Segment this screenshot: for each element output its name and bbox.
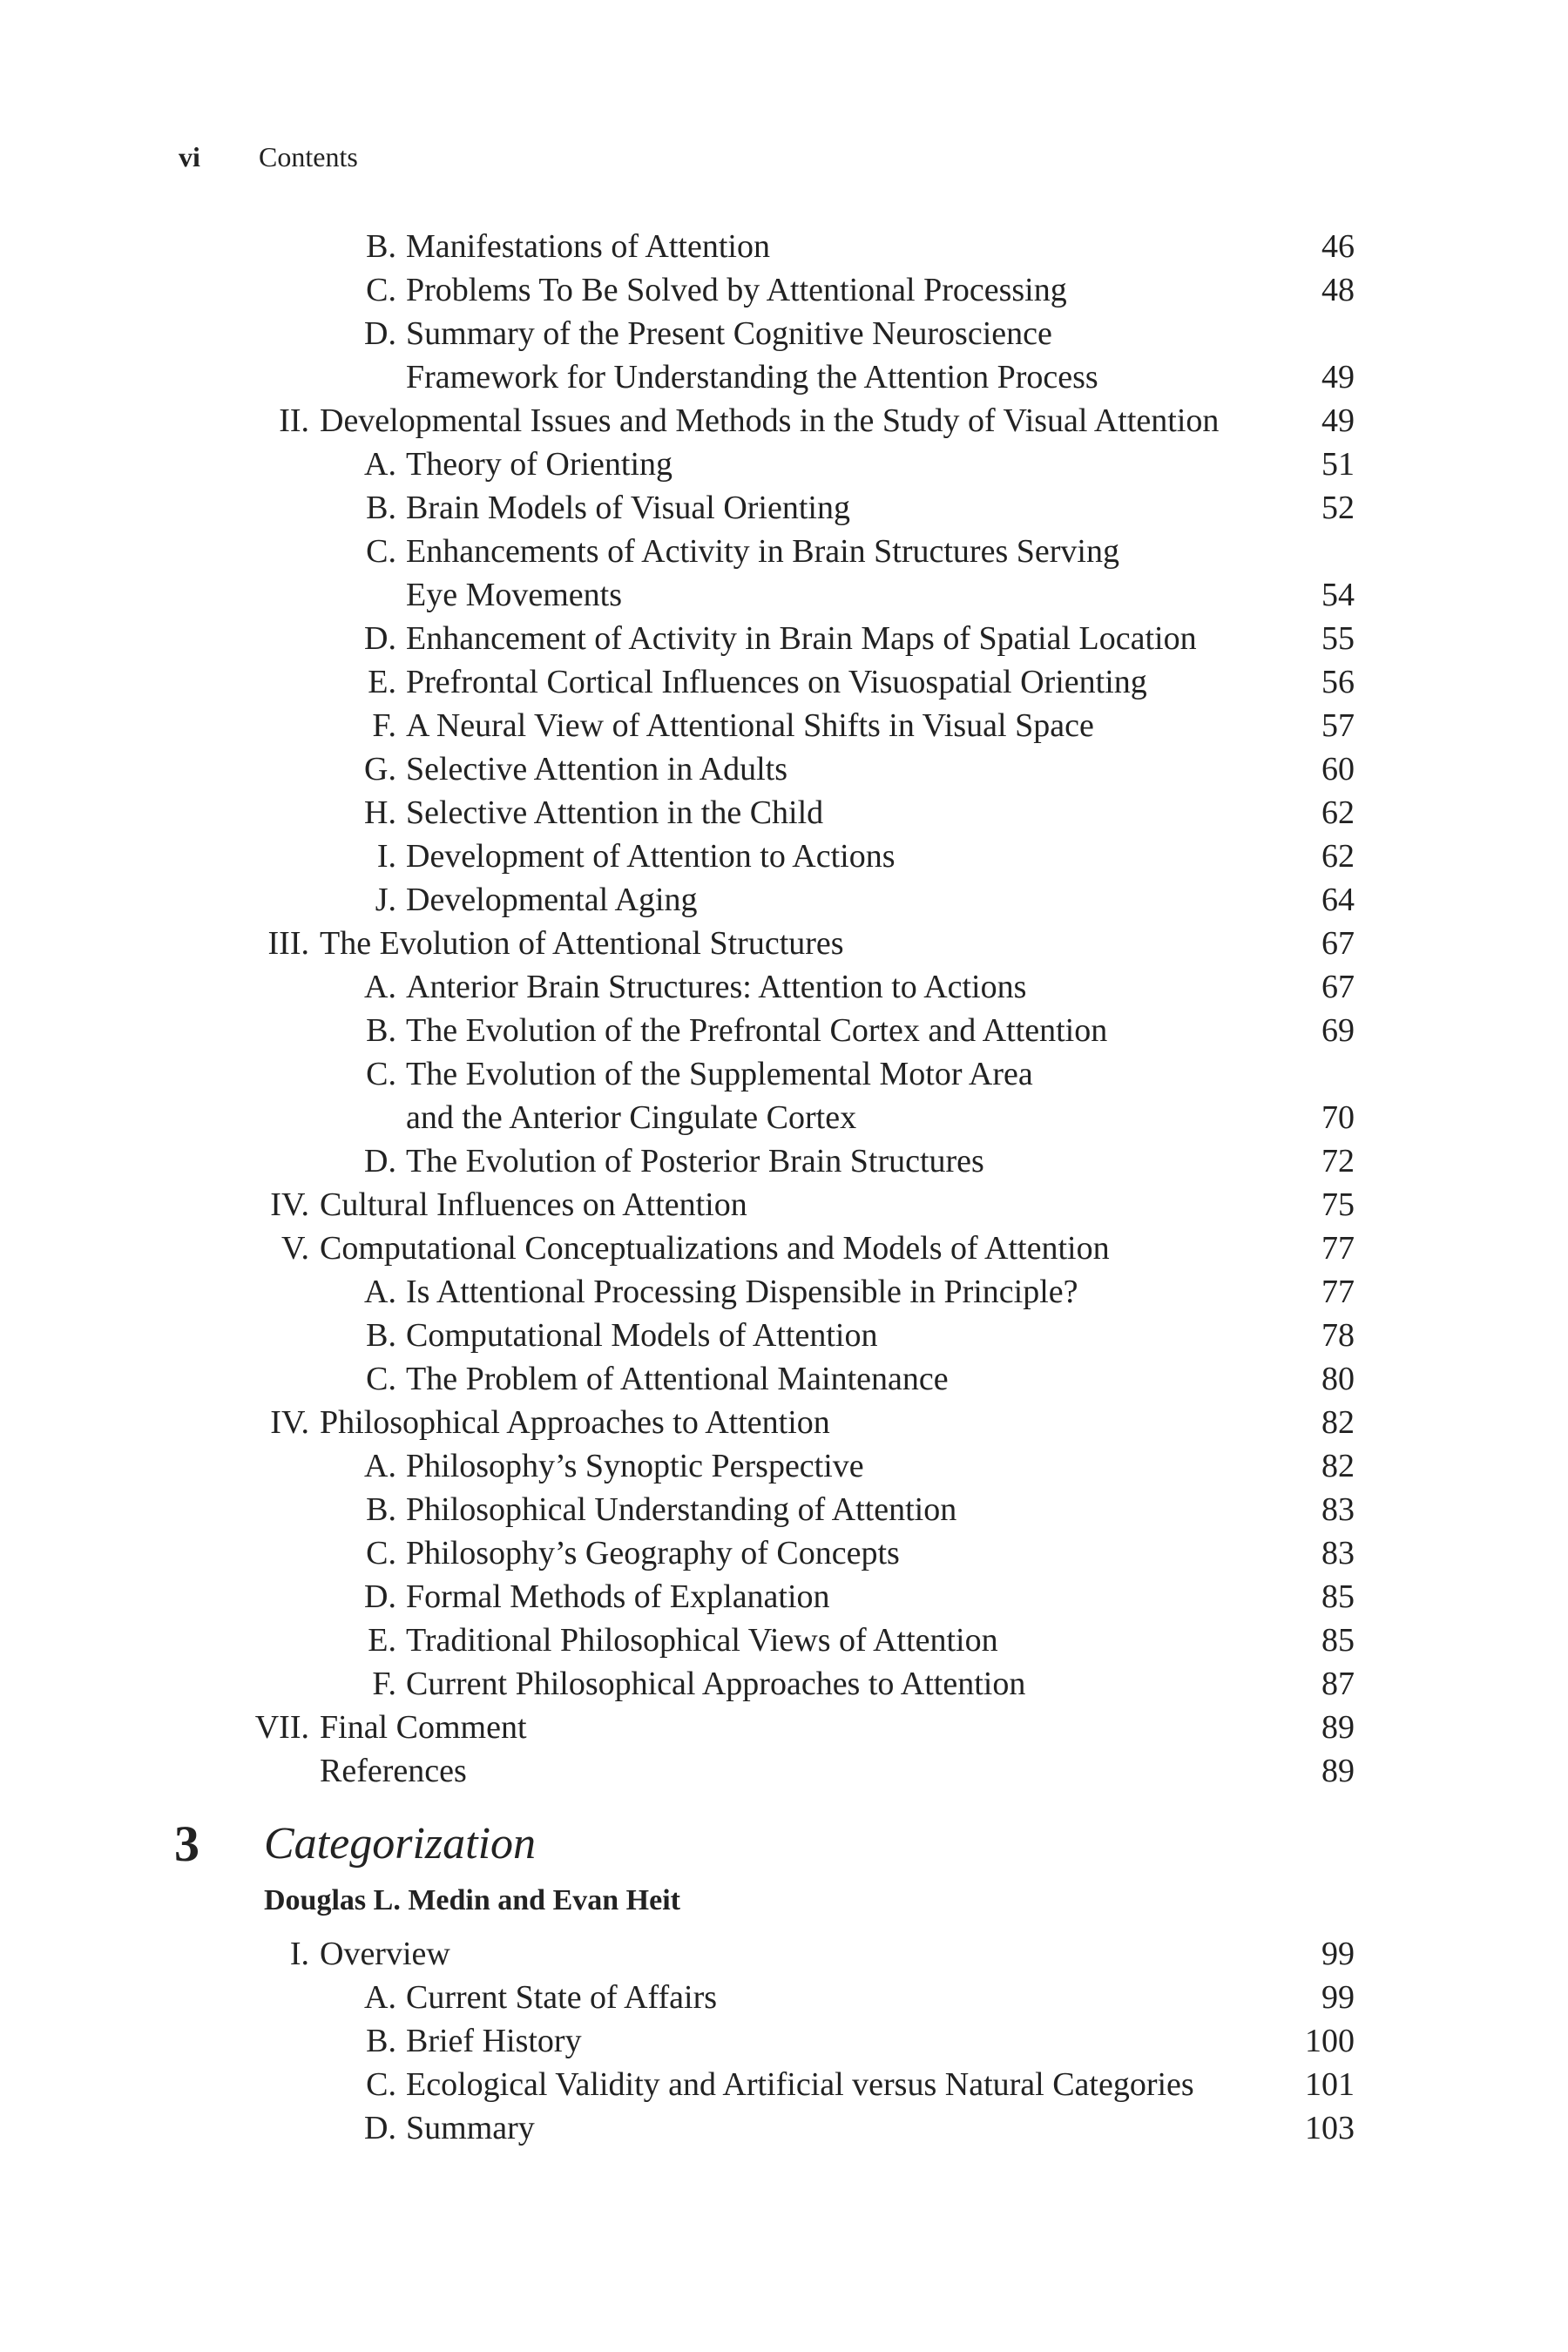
toc-entry-title: Brain Models of Visual Orienting [406, 490, 850, 526]
toc-entry-title: Formal Methods of Explanation [406, 1578, 830, 1615]
toc-entry-title: Developmental Aging [406, 882, 698, 918]
toc-entry [0, 2063, 1568, 2106]
toc-entry-marker: II. [279, 402, 309, 439]
toc-entry-page: 83 [1321, 1535, 1355, 1571]
toc-entry [0, 2019, 1568, 2063]
toc-entry-title: The Problem of Attentional Maintenance [406, 1361, 949, 1397]
toc-entry-page: 72 [1321, 1143, 1355, 1179]
toc-entry-title: Developmental Issues and Methods in the Study of Visual Attention [320, 402, 1220, 439]
toc-entry-title: Selective Attention in Adults [406, 751, 788, 787]
toc-entry-title: A Neural View of Attentional Shifts in Visual Space [406, 707, 1094, 744]
toc-entry-marker: D. [364, 1143, 396, 1179]
toc-entry-marker: A. [364, 969, 396, 1005]
toc-entry-page: 82 [1321, 1448, 1355, 1484]
toc-entry-title: Traditional Philosophical Views of Attention [406, 1622, 998, 1659]
toc-entry-title: Problems To Be Solved by Attentional Processing [406, 272, 1067, 308]
toc-entry-marker: B. [366, 490, 396, 526]
toc-entry-marker: E. [368, 664, 396, 700]
toc-entry [0, 704, 1568, 747]
toc-entry-marker: IV. [270, 1404, 309, 1441]
toc-entry [0, 486, 1568, 530]
chapter-title: Categorization [264, 1819, 537, 1869]
toc-entry [0, 312, 1568, 355]
toc-entry-page: 70 [1321, 1099, 1355, 1136]
toc-entry-marker: IV. [270, 1186, 309, 1223]
toc-entry-page: 78 [1321, 1317, 1355, 1354]
toc-entry-marker: D. [364, 1578, 396, 1615]
toc-entry-page: 64 [1321, 882, 1355, 918]
toc-entry-title: Ecological Validity and Artificial versus Natural Categories [406, 2066, 1194, 2103]
toc-entry-marker: III. [267, 925, 309, 962]
toc-entry-title: Framework for Understanding the Attention Process [406, 359, 1098, 395]
toc-entry-title: Current Philosophical Approaches to Attention [406, 1666, 1026, 1702]
toc-entry-marker: J. [375, 882, 396, 918]
toc-entry-page: 69 [1321, 1012, 1355, 1049]
toc-entry-title: Theory of Orienting [406, 446, 673, 483]
toc-entry-title: Philosophical Understanding of Attention [406, 1491, 957, 1528]
toc-entry-title: Manifestations of Attention [406, 228, 770, 265]
toc-entry-marker: C. [366, 533, 396, 570]
toc-entry [0, 399, 1568, 443]
toc-entry-page: 89 [1321, 1753, 1355, 1789]
toc-entry-title: Philosophy’s Synoptic Perspective [406, 1448, 864, 1484]
toc-entry-marker: F. [372, 707, 396, 744]
toc-entry [0, 443, 1568, 486]
toc-entry-marker: A. [364, 1448, 396, 1484]
toc-entry-title: References [320, 1753, 467, 1789]
toc-entry [0, 1052, 1568, 1096]
toc-entry-marker: B. [366, 228, 396, 265]
toc-entry-marker: C. [366, 1361, 396, 1397]
toc-entry [0, 835, 1568, 878]
toc-entry-title: Philosophy’s Geography of Concepts [406, 1535, 900, 1571]
toc-entry-marker: VII. [254, 1709, 309, 1746]
chapter-number: 3 [174, 1815, 199, 1872]
toc-entry [0, 573, 1568, 617]
toc-entry [0, 1531, 1568, 1575]
toc-entry-page: 77 [1321, 1274, 1355, 1310]
toc-entry-page: 83 [1321, 1491, 1355, 1528]
toc-entry-marker: D. [364, 2110, 396, 2146]
toc-entry-title: Anterior Brain Structures: Attention to Actions [406, 969, 1027, 1005]
toc-entry [0, 1976, 1568, 2019]
toc-entry-page: 89 [1321, 1709, 1355, 1746]
toc-entry-page: 57 [1321, 707, 1355, 744]
page-folio: vi [179, 141, 200, 172]
toc-entry [0, 1314, 1568, 1357]
toc-entry-title: The Evolution of the Prefrontal Cortex and Attention [406, 1012, 1108, 1049]
toc-entry [0, 1619, 1568, 1662]
toc-entry-marker: I. [376, 838, 396, 875]
toc-entry-title: Summary [406, 2110, 535, 2146]
toc-entry-page: 85 [1321, 1578, 1355, 1615]
toc-entry-title: Computational Models of Attention [406, 1317, 878, 1354]
toc-entry [0, 1662, 1568, 1706]
toc-entry [0, 268, 1568, 312]
toc-entry-marker: G. [364, 751, 396, 787]
toc-entry [0, 878, 1568, 922]
toc-entry-marker: B. [366, 1317, 396, 1354]
toc-entry-marker: V. [280, 1230, 309, 1267]
toc-entry [0, 1749, 1568, 1793]
toc-entry-marker: A. [364, 446, 396, 483]
toc-entry [0, 1096, 1568, 1139]
toc-entry-page: 77 [1321, 1230, 1355, 1267]
toc-entry-page: 103 [1305, 2110, 1355, 2146]
toc-entry [0, 1139, 1568, 1183]
toc-entry-marker: D. [364, 620, 396, 657]
toc-entry-title: Cultural Influences on Attention [320, 1186, 747, 1223]
toc-entry [0, 1183, 1568, 1227]
toc-entry-title: The Evolution of Attentional Structures [320, 925, 844, 962]
toc-entry-marker: A. [364, 1979, 396, 2016]
chapter-authors: Douglas L. Medin and Evan Heit [264, 1884, 680, 1916]
toc-entry [0, 225, 1568, 268]
toc-entry-title: Development of Attention to Actions [406, 838, 896, 875]
toc-entry [0, 355, 1568, 399]
toc-entry-marker: E. [368, 1622, 396, 1659]
toc-entry-marker: B. [366, 2023, 396, 2059]
running-head-title: Contents [259, 141, 358, 172]
toc-entry [0, 2106, 1568, 2150]
toc-entry-page: 100 [1305, 2023, 1355, 2059]
toc-entry-title: Enhancements of Activity in Brain Structures Serving [406, 533, 1119, 570]
toc-entry-title: Selective Attention in the Child [406, 794, 824, 831]
toc-entry [0, 1488, 1568, 1531]
toc-entry [0, 1932, 1568, 1976]
toc-entry [0, 1270, 1568, 1314]
toc-entry [0, 747, 1568, 791]
toc-entry-page: 87 [1321, 1666, 1355, 1702]
toc-entry-title: Summary of the Present Cognitive Neuroscience [406, 315, 1052, 352]
toc-entry-title: Final Comment [320, 1709, 527, 1746]
toc-entry-page: 99 [1321, 1979, 1355, 2016]
toc-entry [0, 965, 1568, 1009]
toc-entry-title: The Evolution of Posterior Brain Structures [406, 1143, 984, 1179]
toc-entry-page: 75 [1321, 1186, 1355, 1223]
toc-entry-page: 62 [1321, 794, 1355, 831]
toc-entry-page: 99 [1321, 1936, 1355, 1972]
toc-entry [0, 530, 1568, 573]
toc-entry-page: 67 [1321, 969, 1355, 1005]
toc-entry [0, 1706, 1568, 1749]
toc-entry-title: Is Attentional Processing Dispensible in Principle? [406, 1274, 1078, 1310]
toc-entry-title: Current State of Affairs [406, 1979, 718, 2016]
toc-entry [0, 922, 1568, 965]
toc-entry [0, 1575, 1568, 1619]
toc-entry-page: 46 [1321, 228, 1355, 265]
toc-entry-marker: F. [372, 1666, 396, 1702]
toc-entry-title: Eye Movements [406, 577, 623, 613]
toc-entry-page: 48 [1321, 272, 1355, 308]
toc-entry-page: 55 [1321, 620, 1355, 657]
toc-entry-page: 101 [1305, 2066, 1355, 2103]
toc-entry [0, 1357, 1568, 1401]
toc-entry-page: 80 [1321, 1361, 1355, 1397]
toc-entry-page: 85 [1321, 1622, 1355, 1659]
toc-entry-marker: C. [366, 272, 396, 308]
toc-entry-marker: A. [364, 1274, 396, 1310]
toc-entry-page: 82 [1321, 1404, 1355, 1441]
toc-entry-page: 51 [1321, 446, 1355, 483]
toc-entry-page: 56 [1321, 664, 1355, 700]
toc-entry-page: 54 [1321, 577, 1355, 613]
toc-entry [0, 791, 1568, 835]
toc-entry-title: and the Anterior Cingulate Cortex [406, 1099, 857, 1136]
toc-entry-marker: H. [364, 794, 396, 831]
toc-entry-marker: D. [364, 315, 396, 352]
toc-entry-marker: B. [366, 1491, 396, 1528]
toc-entry-page: 49 [1321, 359, 1355, 395]
toc-entry-marker: C. [366, 1535, 396, 1571]
toc-entry-title: Overview [320, 1936, 450, 1972]
toc-entry [0, 1009, 1568, 1052]
toc-entry-page: 60 [1321, 751, 1355, 787]
toc-entry-page: 52 [1321, 490, 1355, 526]
toc-entry [0, 617, 1568, 660]
toc-entry-page: 49 [1321, 402, 1355, 439]
running-head [179, 139, 358, 174]
toc-entry-title: Computational Conceptualizations and Models of Attention [320, 1230, 1110, 1267]
toc-entry-title: Prefrontal Cortical Influences on Visuospatial Orienting [406, 664, 1147, 700]
toc-entry-marker: C. [366, 1056, 396, 1092]
toc-entry-marker: B. [366, 1012, 396, 1049]
toc-entry-title: Brief History [406, 2023, 582, 2059]
toc-entry-page: 62 [1321, 838, 1355, 875]
toc-entry-title: Philosophical Approaches to Attention [320, 1404, 830, 1441]
toc-entry-title: The Evolution of the Supplemental Motor Area [406, 1056, 1033, 1092]
toc-entry [0, 660, 1568, 704]
toc-entry [0, 1444, 1568, 1488]
toc-entry [0, 1227, 1568, 1270]
toc-entry-marker: C. [366, 2066, 396, 2103]
toc-entry-title: Enhancement of Activity in Brain Maps of Spatial Location [406, 620, 1197, 657]
toc-entry-page: 67 [1321, 925, 1355, 962]
toc-entry [0, 1401, 1568, 1444]
toc-entry-marker: I. [289, 1936, 309, 1972]
